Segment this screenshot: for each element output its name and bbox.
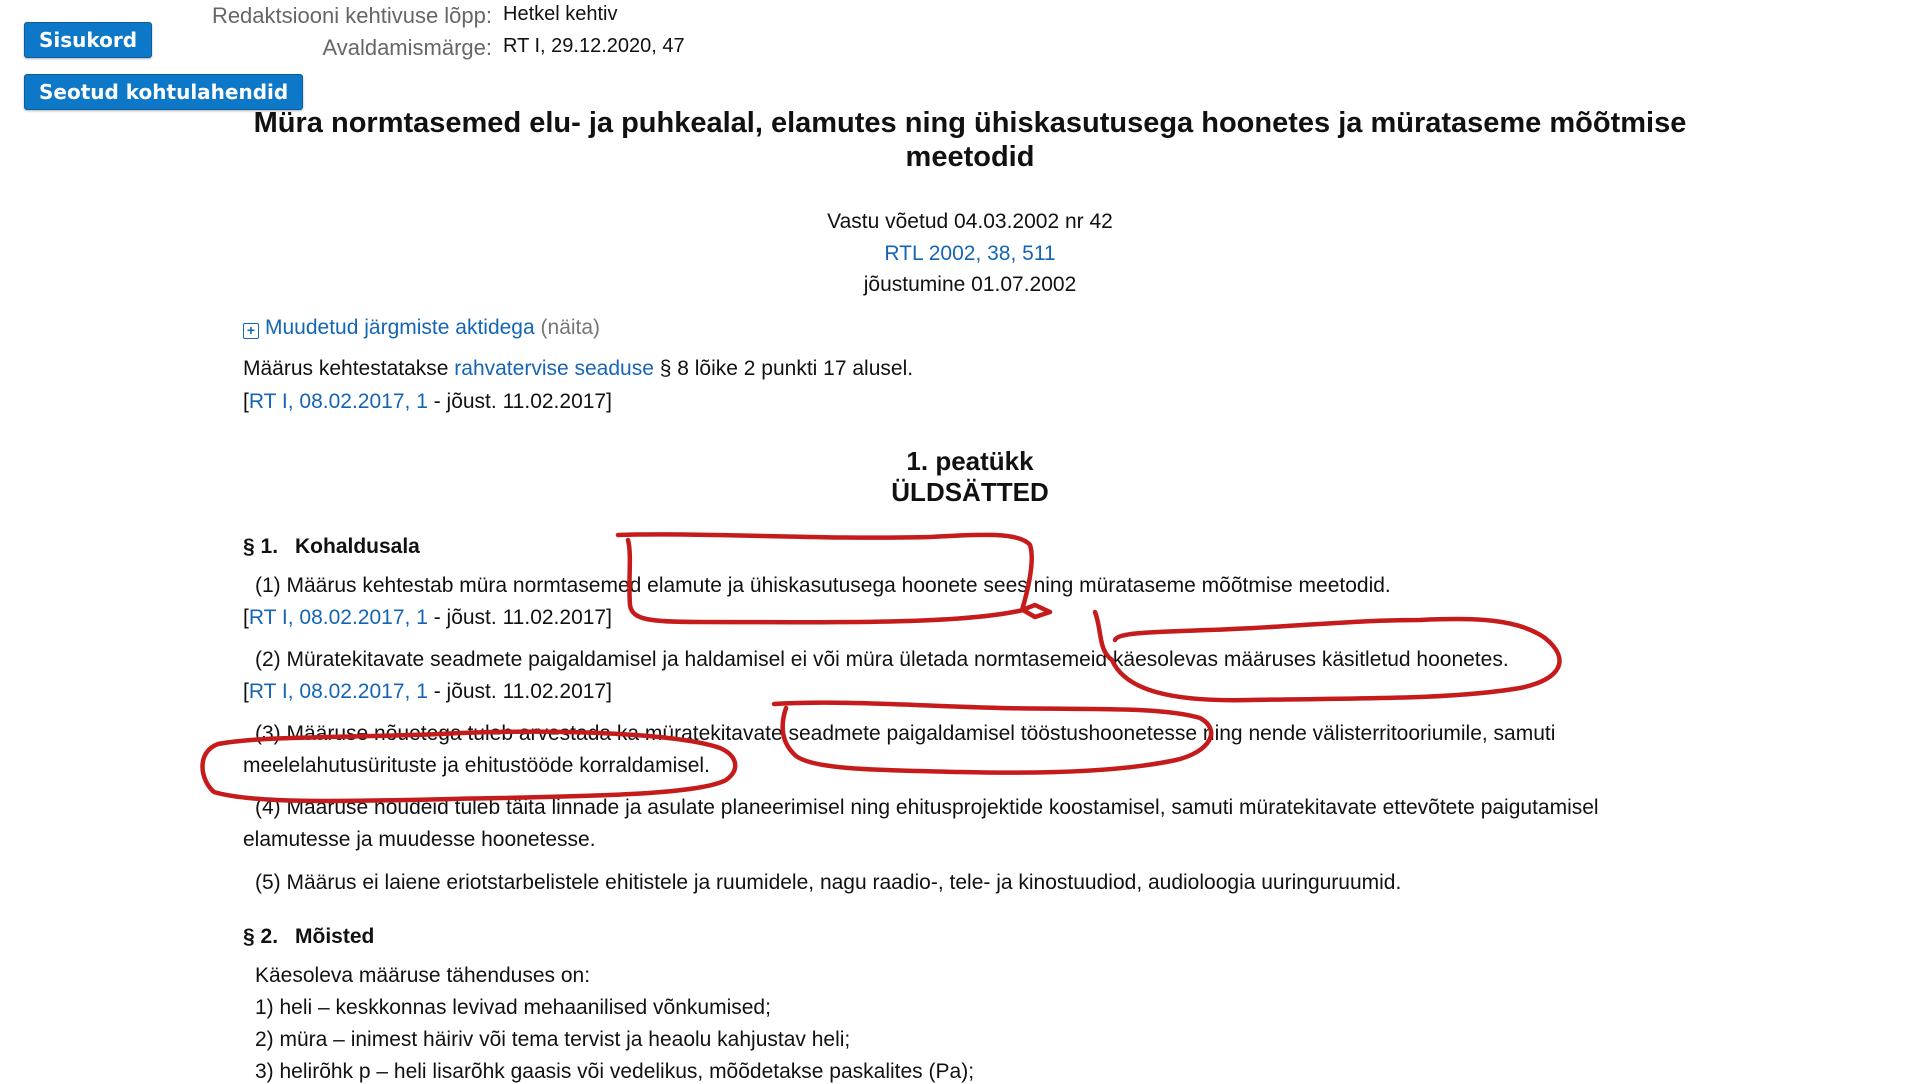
adoption-date: Vastu võetud 04.03.2002 nr 42 (827, 210, 1113, 233)
act-metadata (0, 0, 1920, 60)
s2-definition-1: 1) heli – keskkonnas levivad mehaanilised võnkumised; (255, 996, 771, 1019)
related-rulings-button[interactable]: Seotud kohtulahendid (24, 74, 303, 110)
act-title: Müra normtasemed elu- ja puhkealal, elamutes ning ühiskasutusega hoonetes ja mürataseme mõõtmise meetodid (253, 107, 1687, 173)
toc-button[interactable]: Sisukord (24, 22, 152, 58)
section-2-heading (243, 925, 374, 949)
s1-paragraph-1: (1) Määrus kehtestab müra normtasemed elamute ja ühiskasutusega hoonete sees ning mürataseme mõõtmise meetodid. (255, 574, 1391, 597)
expand-icon[interactable]: + (243, 323, 259, 339)
s1-paragraph-4: (4) Määruse nõudeid tuleb täita linnade ja asulate planeerimisel ning ehitusprojektide koostamisel, samuti müratekitavate ettevõtete paigutamisel (255, 796, 1599, 819)
s1-p1-ref: [RT I, 08.02.2017, 1 - jõust. 11.02.2017] (243, 606, 612, 629)
s2-definition-2: 2) müra – inimest häiriv või tema tervist ja heaolu kahjustav heli; (255, 1028, 851, 1051)
entry-into-force: jõustumine 01.07.2002 (863, 273, 1077, 296)
s1-paragraph-2: (2) Müratekitavate seadmete paigaldamisel ja haldamisel ei või müra ületada normtasemeid käesolevas määruses käsitletud hoonetes. (255, 648, 1509, 671)
s1-paragraph-3: (3) Määruse nõuetega tuleb arvestada ka müratekitavate seadmete paigaldamisel tööstushoonetesse ning nende välisterritooriumile, samuti (255, 722, 1556, 745)
amendment-ref: [RT I, 08.02.2017, 1 - jõust. 11.02.2017] (243, 390, 612, 413)
chapter-name: ÜLDSÄTTED (891, 477, 1049, 507)
show-amendments[interactable]: (näita) (540, 316, 601, 339)
s2-definition-3: 3) helirõhk p – heli lisarõhk gaasis või vedelikus, mõõdetakse paskalites (Pa); (255, 1060, 975, 1083)
section-1-title: Kohaldusala (295, 535, 420, 558)
public-health-act-link[interactable]: rahvatervise seaduse (454, 357, 654, 380)
section-2-number: § 2. (243, 925, 279, 948)
chapter-number: 1. peatükk (906, 446, 1034, 476)
legal-basis (243, 357, 913, 381)
rtl-link[interactable]: RTL 2002, 38, 511 (884, 242, 1056, 265)
s1-p1-ref-link[interactable]: RT I, 08.02.2017, 1 (248, 606, 428, 629)
section-1-heading (243, 535, 420, 559)
s1-paragraph-3-cont: meelelahutusürituste ja ehitustööde korraldamisel. (243, 754, 710, 777)
rt-ref-tail: - jõust. 11.02.2017] (427, 390, 612, 413)
section-1-number: § 1. (243, 535, 279, 558)
amendments-link[interactable]: Muudetud järgmiste aktidega (265, 316, 535, 339)
s1-p1-ref-tail: - jõust. 11.02.2017] (427, 606, 612, 629)
publication-value: RT I, 29.12.2020, 47 (503, 35, 685, 57)
rt-ref-link[interactable]: RT I, 08.02.2017, 1 (248, 390, 428, 413)
legal-basis-post: § 8 lõike 2 punkti 17 alusel. (653, 357, 914, 380)
s1-p2-ref-link[interactable]: RT I, 08.02.2017, 1 (248, 680, 428, 703)
s1-paragraph-4-cont: elamutesse ja muudesse hoonetesse. (243, 828, 596, 851)
validity-end-value: Hetkel kehtiv (503, 3, 618, 25)
section-2-title: Mõisted (295, 925, 375, 948)
legal-basis-pre: Määrus kehtestatakse (243, 357, 455, 380)
s1-paragraph-5: (5) Määrus ei laiene eriotstarbelistele ehitistele ja ruumidele, nagu raadio-, tele- ja kinostuudiod, audioloogia uuringuruumid. (255, 871, 1402, 894)
publication-label: Avaldamismärge: (322, 35, 492, 60)
s2-intro: Käesoleva määruse tähenduses on: (255, 964, 591, 987)
s1-p2-ref: [RT I, 08.02.2017, 1 - jõust. 11.02.2017] (243, 680, 612, 703)
validity-end-label: Redaktsiooni kehtivuse lõpp: (211, 3, 492, 28)
amendments-toggle[interactable] (243, 316, 600, 340)
s1-p2-ref-tail: - jõust. 11.02.2017] (427, 680, 612, 703)
